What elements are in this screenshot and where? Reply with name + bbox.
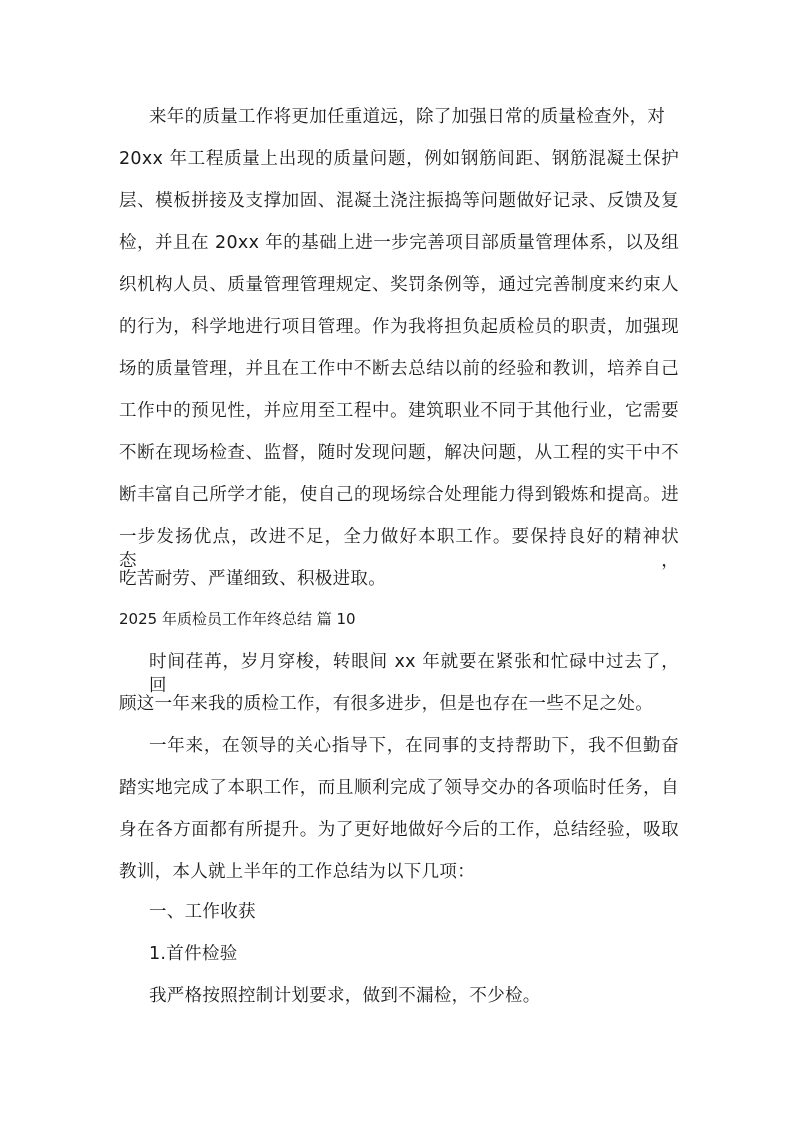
paragraph-line: 场的质量管理，并且在工作中不断去总结以前的经验和教训，培养自己 (119, 359, 679, 379)
heading-work-gains: 一、工作收获 (149, 902, 256, 922)
paragraph-line: 吃苦耐劳、严谨细致、积极进取。 (119, 569, 386, 589)
paragraph-line: 检，并且在 20xx 年的基础上进一步完善项目部质量管理体系，以及组 (119, 233, 679, 253)
paragraph-line: 时间荏苒，岁月穿梭，转眼间 xx 年就要在紧张和忙碌中过去了，回 (149, 652, 679, 696)
paragraph-line: 断丰富自己所学才能，使自己的现场综合处理能力得到锻炼和提高。进 (119, 485, 679, 505)
heading-first-article-inspection: 1.首件检验 (149, 944, 238, 964)
paragraph-line: 一年来，在领导的关心指导下，在同事的支持帮助下，我不但勤奋 (149, 736, 679, 756)
paragraph-line: 织机构人员、质量管理管理规定、奖罚条例等，通过完善制度来约束人 (119, 275, 679, 295)
paragraph-line: 一步发扬优点，改进不足，全力做好本职工作。要保持良好的精神状态， (119, 527, 679, 571)
paragraph-line: 我严格按照控制计划要求，做到不漏检，不少检。 (149, 986, 541, 1006)
paragraph-line: 踏实地完成了本职工作，而且顺利完成了领导交办的各项临时任务，自 (119, 778, 679, 798)
paragraph-line: 顾这一年来我的质检工作，有很多进步，但是也存在一些不足之处。 (119, 694, 653, 714)
paragraph-line: 工作中的预见性，并应用至工程中。建筑职业不同于其他行业，它需要 (119, 401, 679, 421)
paragraph-line: 层、模板拼接及支撑加固、混凝土浇注振捣等问题做好记录、反馈及复 (119, 191, 679, 211)
paragraph-line: 身在各方面都有所提升。为了更好地做好今后的工作，总结经验，吸取 (119, 820, 679, 840)
paragraph-line: 20xx 年工程质量上出现的质量问题，例如钢筋间距、钢筋混凝土保护 (119, 149, 679, 169)
paragraph-line: 的行为，科学地进行项目管理。作为我将担负起质检员的职责，加强现 (119, 317, 679, 337)
paragraph-line: 来年的质量工作将更加任重道远，除了加强日常的质量检查外，对 (149, 107, 666, 127)
paragraph-line: 不断在现场检查、监督，随时发现问题，解决问题，从工程的实干中不 (119, 443, 679, 463)
paragraph-line: 教训，本人就上半年的工作总结为以下几项： (119, 862, 475, 882)
section-title: 2025 年质检员工作年终总结 篇 10 (119, 610, 356, 628)
